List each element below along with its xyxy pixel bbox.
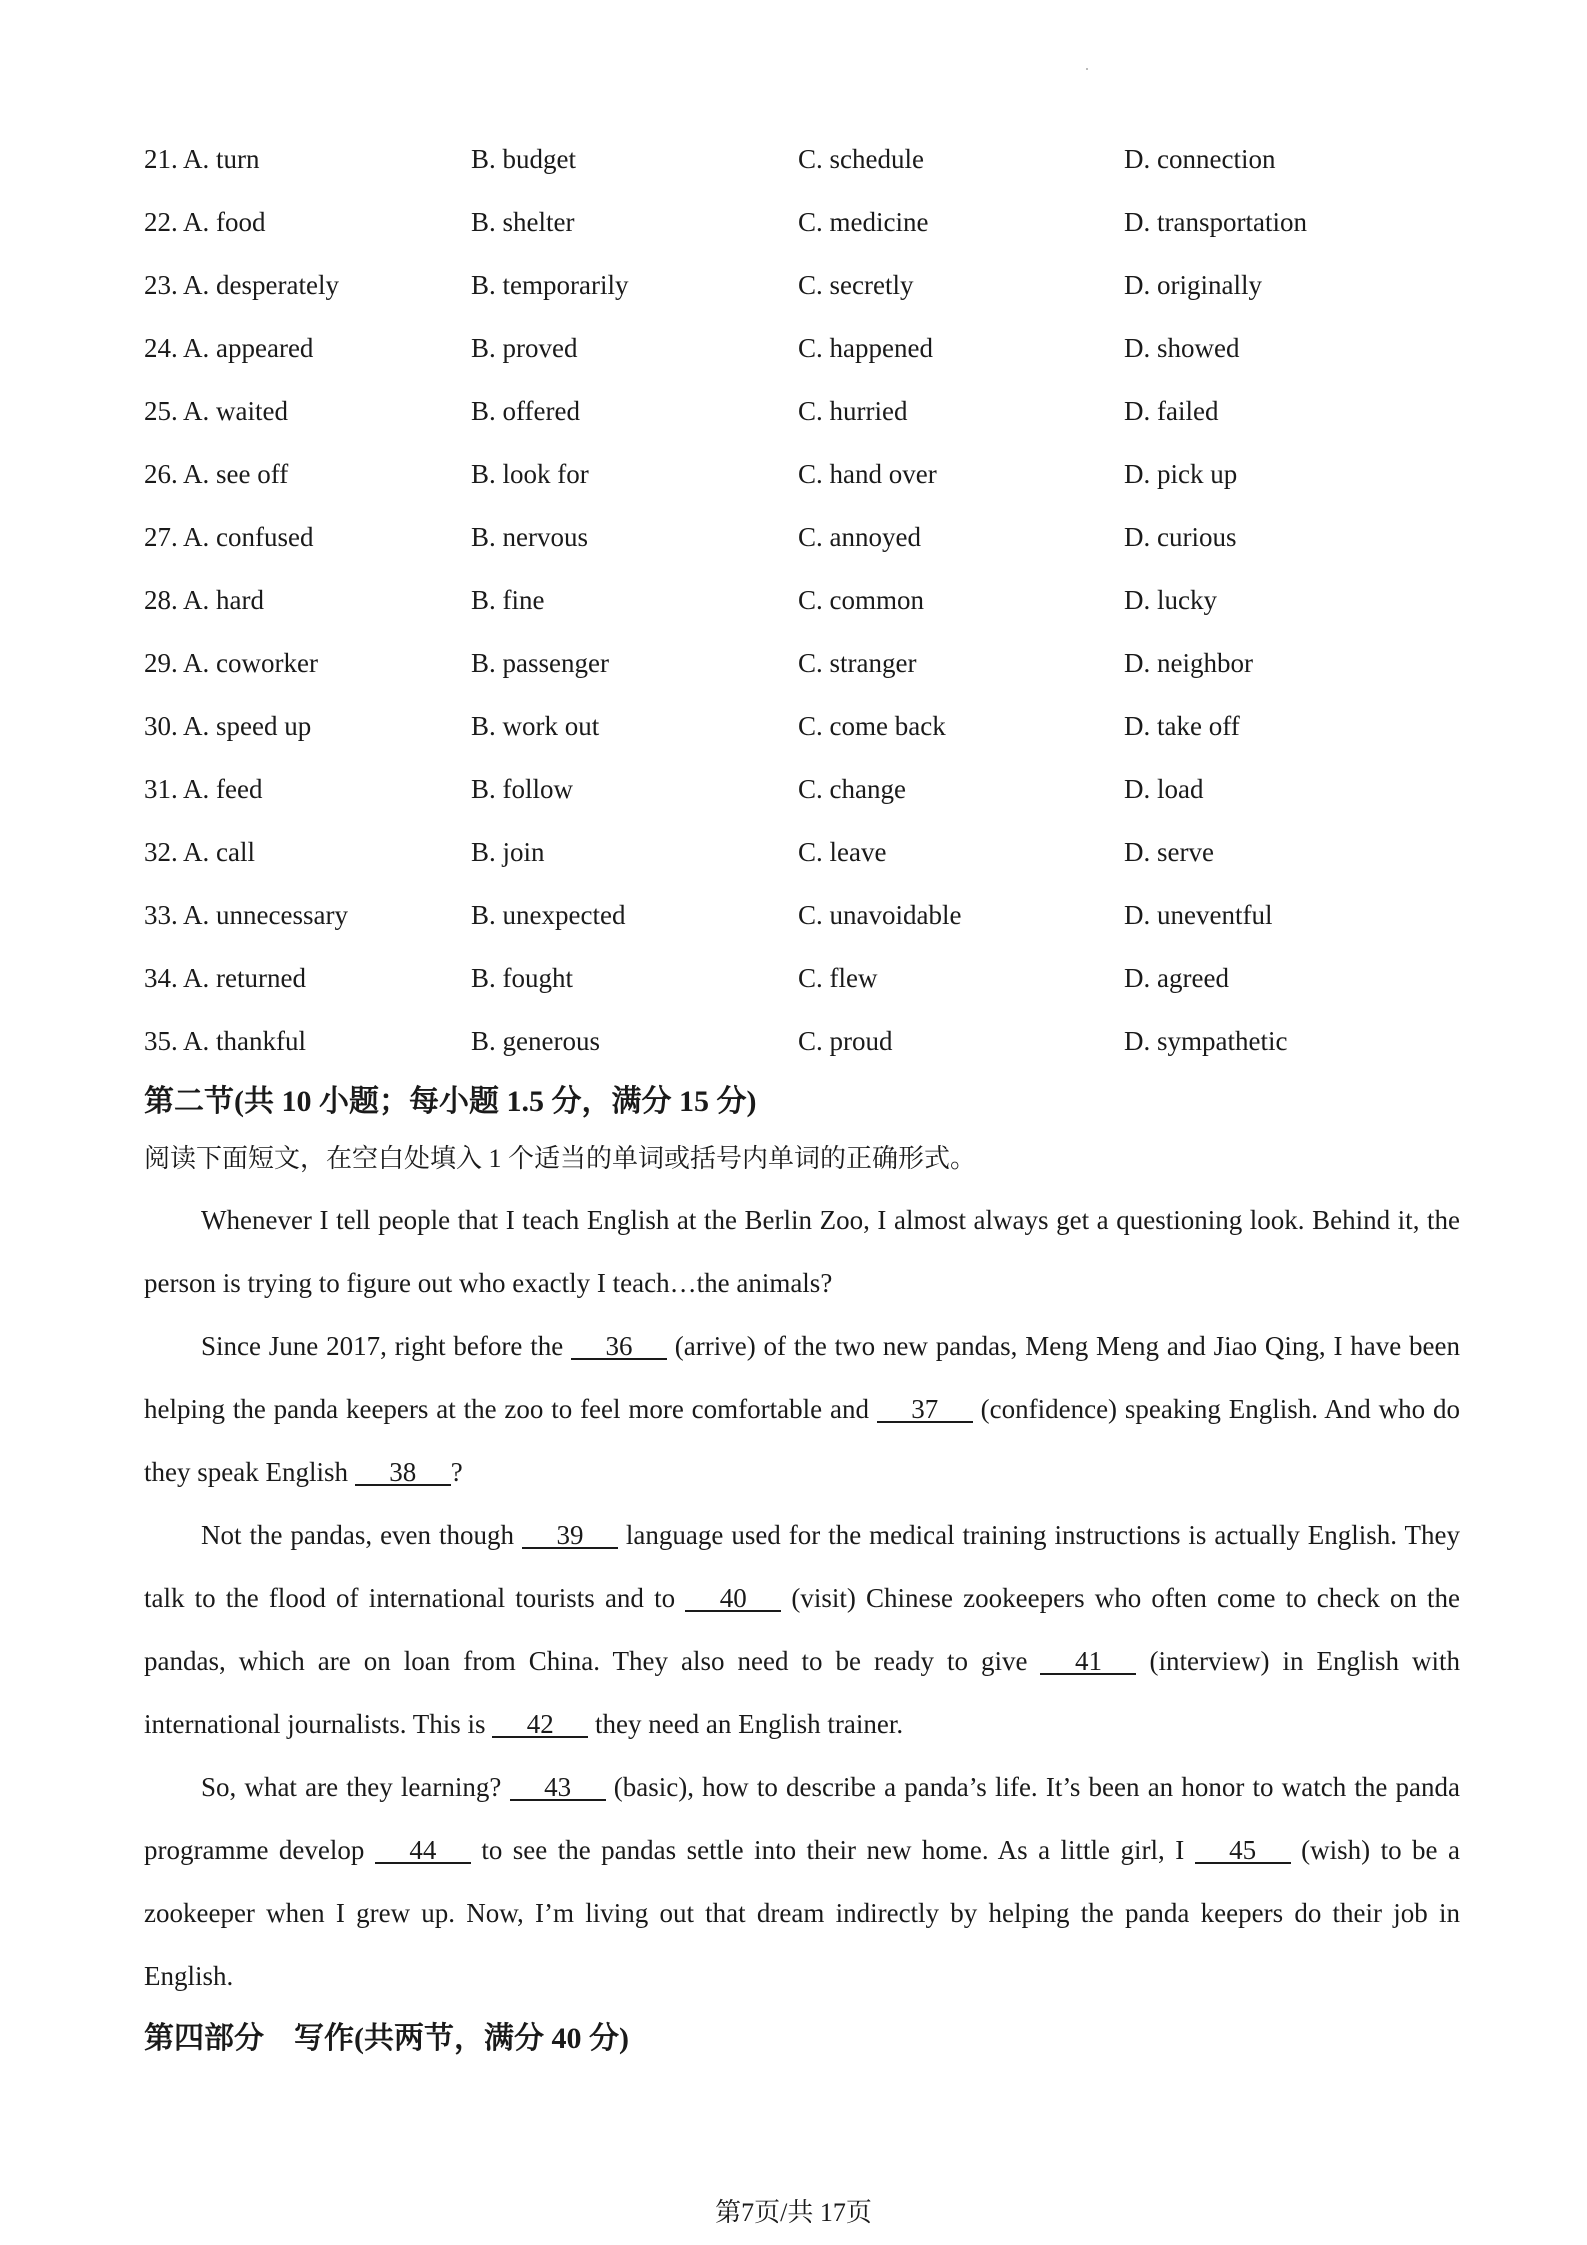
option-d: D. failed [1124, 396, 1219, 426]
option-c: C. hurried [798, 396, 908, 426]
option-d: D. load [1124, 774, 1204, 804]
section-2-title: 第二节(共 10 小题；每小题 1.5 分，满分 15 分) [144, 1085, 757, 1118]
option-b: B. passenger [471, 648, 609, 678]
passage-text: ? [450, 1457, 463, 1487]
option-d: D. showed [1124, 333, 1240, 363]
option-a: 27. A. confused [144, 522, 314, 552]
option-b: B. offered [471, 396, 580, 426]
passage-text: Not the pandas, even though [201, 1520, 522, 1550]
option-b: B. join [471, 837, 545, 867]
blank-36: 36 [571, 1334, 667, 1360]
option-d: D. curious [1124, 522, 1237, 552]
option-a: 31. A. feed [144, 774, 263, 804]
blank-43: 43 [510, 1775, 606, 1801]
passage-paragraph-1: Whenever I tell people that I teach English at the Berlin Zoo, I almost always get a questioning look. Behind it, the person is trying to figure out who exactly I teach…the animals? [144, 1205, 1460, 1298]
option-d: D. connection [1124, 144, 1276, 174]
passage-text: (wish) to be a zookeeper when I grew up. Now, I’m living out that dream indirectly by helping the panda keepers do their job in English. [144, 1835, 1460, 1991]
option-row-28 [144, 569, 1464, 632]
option-d: D. neighbor [1124, 648, 1253, 678]
option-c: C. come back [798, 711, 946, 741]
blank-42: 42 [492, 1712, 588, 1738]
passage-text: to see the pandas settle into their new home. As a little girl, I [470, 1835, 1195, 1865]
option-row-30 [144, 695, 1464, 758]
option-row-32 [144, 821, 1464, 884]
passage-text: (arrive) of the two new pandas, Meng Meng and Jiao Qing, I have been helping the panda keepers at the zoo to feel more comfortable and [144, 1331, 1460, 1424]
option-row-23 [144, 254, 1464, 317]
blank-38: 38 [355, 1460, 451, 1486]
option-d: D. agreed [1124, 963, 1229, 993]
option-row-21 [144, 128, 1464, 191]
passage-text: So, what are they learning? [201, 1772, 510, 1802]
passage-paragraph-2 [144, 1315, 1460, 1504]
option-c: C. stranger [798, 648, 917, 678]
option-b: B. generous [471, 1026, 600, 1056]
option-a: 26. A. see off [144, 459, 289, 489]
option-a: 32. A. call [144, 837, 255, 867]
option-d: D. take off [1124, 711, 1240, 741]
option-a: 24. A. appeared [144, 333, 314, 363]
option-d: D. transportation [1124, 207, 1307, 237]
option-c: C. medicine [798, 207, 929, 237]
option-c: C. leave [798, 837, 887, 867]
section-2-instruction: 阅读下面短文，在空白处填入 1 个适当的单词或括号内单词的正确形式。 [144, 1144, 977, 1173]
option-c: C. proud [798, 1026, 893, 1056]
option-b: B. shelter [471, 207, 575, 237]
option-c: C. change [798, 774, 906, 804]
option-a: 29. A. coworker [144, 648, 318, 678]
option-a: 23. A. desperately [144, 270, 339, 300]
passage-paragraph-4 [144, 1756, 1460, 2008]
option-b: B. fine [471, 585, 545, 615]
option-a: 30. A. speed up [144, 711, 312, 741]
option-c: C. hand over [798, 459, 937, 489]
passage-text: (interview) in English with international journalists. This is [144, 1646, 1460, 1739]
option-a: 21. A. turn [144, 144, 260, 174]
blank-45: 45 [1195, 1838, 1291, 1864]
scan-speck [1086, 68, 1088, 70]
option-c: C. schedule [798, 144, 924, 174]
option-row-22 [144, 191, 1464, 254]
option-row-29 [144, 632, 1464, 695]
passage-text: they need an English trainer. [588, 1709, 904, 1739]
option-c: C. happened [798, 333, 933, 363]
passage-text: (basic), how to describe a panda’s life. It’s been an honor to watch the panda programme develop [144, 1772, 1461, 1865]
option-d: D. uneventful [1124, 900, 1273, 930]
option-a: 25. A. waited [144, 396, 288, 426]
option-b: B. proved [471, 333, 578, 363]
part-4-title: 第四部分 写作(共两节，满分 40 分) [144, 2022, 629, 2055]
option-a: 28. A. hard [144, 585, 264, 615]
option-a: 22. A. food [144, 207, 266, 237]
option-a: 35. A. thankful [144, 1026, 306, 1056]
option-row-34 [144, 947, 1464, 1010]
option-c: C. annoyed [798, 522, 921, 552]
option-b: B. unexpected [471, 900, 626, 930]
cloze-options-list [144, 128, 1464, 1073]
option-b: B. temporarily [471, 270, 629, 300]
option-b: B. follow [471, 774, 574, 804]
option-d: D. originally [1124, 270, 1262, 300]
blank-40: 40 [685, 1586, 781, 1612]
passage-text: (visit) Chinese zookeepers who often come to check on the pandas, which are on loan from China. They also need to be ready to give [144, 1583, 1461, 1676]
option-row-27 [144, 506, 1464, 569]
blank-41: 41 [1040, 1649, 1136, 1675]
option-b: B. work out [471, 711, 600, 741]
passage-text: Since June 2017, right before the [201, 1331, 571, 1361]
option-row-33 [144, 884, 1464, 947]
option-b: B. nervous [471, 522, 588, 552]
option-row-26 [144, 443, 1464, 506]
passage-text: (confidence) speaking English. And who do they speak English [144, 1394, 1460, 1487]
option-b: B. fought [471, 963, 574, 993]
passage-text: language used for the medical training instructions is actually English. They talk to the flood of international tourists and to [144, 1520, 1460, 1613]
option-b: B. budget [471, 144, 576, 174]
page-number: 第7页/共 17页 [715, 2198, 872, 2227]
option-d: D. sympathetic [1124, 1026, 1288, 1056]
option-a: 33. A. unnecessary [144, 900, 348, 930]
passage-paragraph-3 [144, 1504, 1460, 1756]
option-d: D. lucky [1124, 585, 1217, 615]
option-b: B. look for [471, 459, 589, 489]
passage [144, 1189, 1460, 2008]
option-c: C. unavoidable [798, 900, 962, 930]
blank-44: 44 [375, 1838, 471, 1864]
option-c: C. common [798, 585, 924, 615]
option-row-25 [144, 380, 1464, 443]
option-c: C. secretly [798, 270, 914, 300]
option-row-31 [144, 758, 1464, 821]
option-a: 34. A. returned [144, 963, 306, 993]
option-row-35 [144, 1010, 1464, 1073]
blank-37: 37 [877, 1397, 973, 1423]
option-c: C. flew [798, 963, 878, 993]
blank-39: 39 [522, 1523, 618, 1549]
option-d: D. serve [1124, 837, 1214, 867]
option-row-24 [144, 317, 1464, 380]
option-d: D. pick up [1124, 459, 1238, 489]
